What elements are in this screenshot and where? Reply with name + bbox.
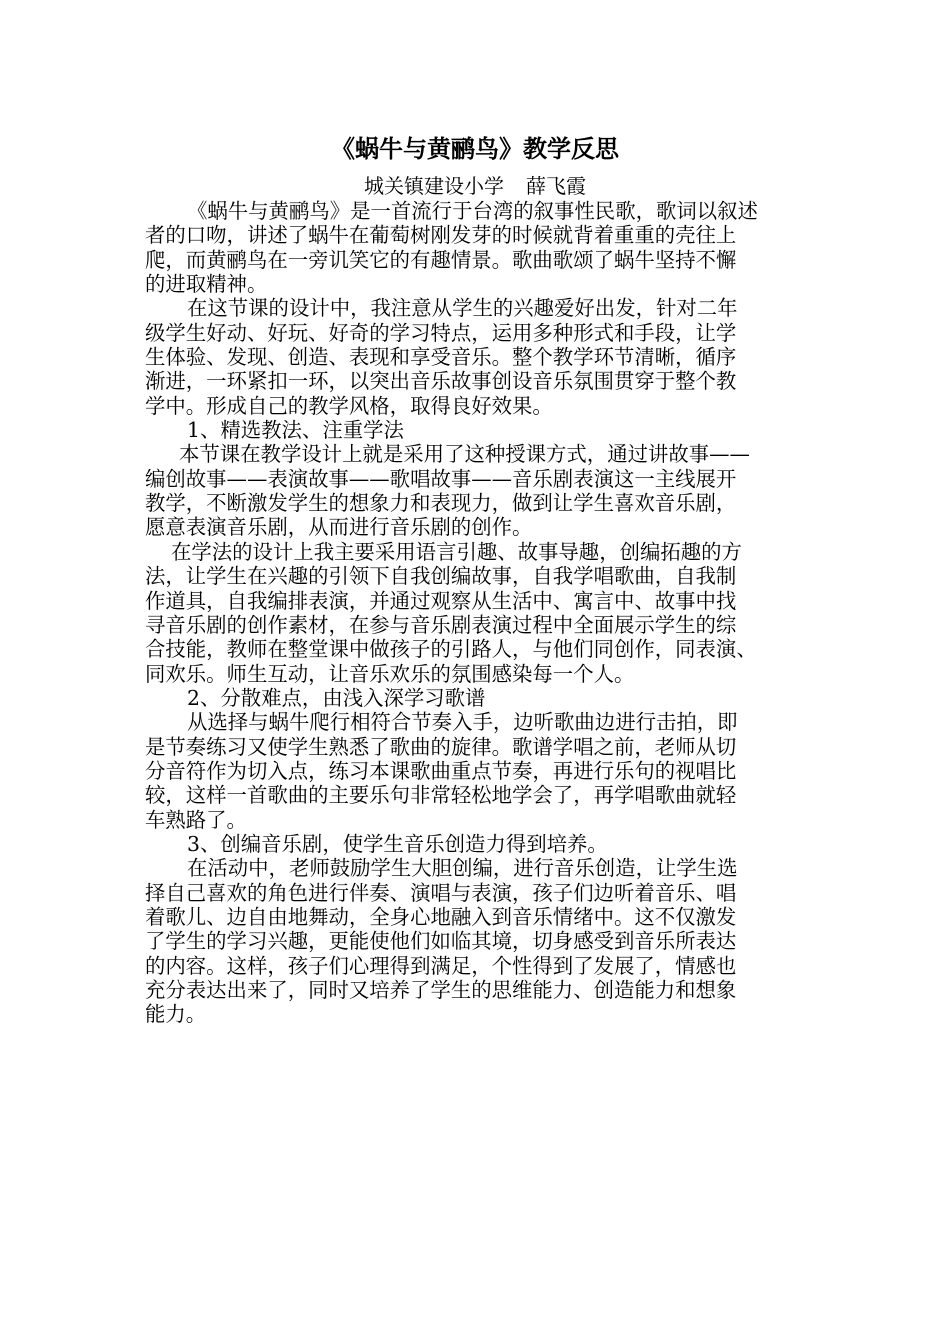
body-line: 生体验、发现、创造、表现和享受音乐。整个教学环节清晰，循序 xyxy=(145,345,737,370)
body-line: 者的口吻，讲述了蜗牛在葡萄树刚发芽的时候就背着重重的壳往上 xyxy=(145,223,737,248)
body-line: 《蜗牛与黄鹂鸟》是一首流行于台湾的叙事性民歌，歌词以叙述 xyxy=(187,199,758,223)
body-line: 作道具，自我编排表演，并通过观察从生活中、寓言中、故事中找 xyxy=(145,588,737,613)
body-line: 同欢乐。师生互动，让音乐欢乐的氛围感染每一个人。 xyxy=(145,661,635,686)
body-line: 在学法的设计上我主要采用语言引趣、故事导趣，创编拓趣的方 xyxy=(171,539,742,564)
body-line: 本节课在教学设计上就是采用了这种授课方式，通过讲故事—— xyxy=(179,442,750,467)
author-name: 薛飞霞 xyxy=(526,174,586,198)
body-line: 寻音乐剧的创作素材，在参与音乐剧表演过程中全面展示学生的综 xyxy=(145,612,737,637)
body-line: 车熟路了。 xyxy=(145,807,247,832)
body-line: 分音符作为切入点，练习本课歌曲重点节奏，再进行乐句的视唱比 xyxy=(145,758,737,783)
body-line: 3、创编音乐剧，使学生音乐创造力得到培养。 xyxy=(187,831,608,856)
document-title: 《蜗牛与黄鹂鸟》教学反思 xyxy=(331,134,619,163)
body-line: 2、分散难点，由浅入深学习歌谱 xyxy=(187,685,486,710)
body-line: 1、精选教法、注重学法 xyxy=(187,418,404,443)
body-line: 学中。形成自己的教学风格，取得良好效果。 xyxy=(145,393,553,418)
author-line xyxy=(0,174,950,198)
body-line: 级学生好动、好玩、好奇的学习特点，运用多种形式和手段，让学 xyxy=(145,320,737,345)
body-line: 着歌儿、边自由地舞动，全身心地融入到音乐情绪中。这不仅激发 xyxy=(145,904,737,929)
body-line: 择自己喜欢的角色进行伴奏、演唱与表演，孩子们边听着音乐、唱 xyxy=(145,880,737,905)
body-line: 是节奏练习又使学生熟悉了歌曲的旋律。歌谱学唱之前，老师从切 xyxy=(145,734,737,759)
body-line: 能力。 xyxy=(145,1002,207,1027)
body-line: 编创故事——表演故事——歌唱故事——音乐剧表演这一主线展开 xyxy=(145,466,737,491)
body-line: 法，让学生在兴趣的引领下自我创编故事，自我学唱歌曲，自我制 xyxy=(145,564,737,589)
body-line: 愿意表演音乐剧，从而进行音乐剧的创作。 xyxy=(145,515,533,540)
body-line: 教学，不断激发学生的想象力和表现力，做到让学生喜欢音乐剧， xyxy=(145,491,737,516)
body-line: 在这节课的设计中，我注意从学生的兴趣爱好出发，针对二年 xyxy=(187,296,738,321)
body-line: 爬，而黄鹂鸟在一旁讥笑它的有趣情景。歌曲歌颂了蜗牛坚持不懈 xyxy=(145,247,737,272)
body-line: 的进取精神。 xyxy=(145,272,268,297)
body-line: 了学生的学习兴趣，更能使他们如临其境，切身感受到音乐所表达 xyxy=(145,929,737,954)
body-line: 合技能，教师在整堂课中做孩子的引路人，与他们同创作，同表演、 xyxy=(145,637,757,662)
body-line: 充分表达出来了，同时又培养了学生的思维能力、创造能力和想象 xyxy=(145,978,737,1002)
body-line: 较，这样一首歌曲的主要乐句非常轻松地学会了，再学唱歌曲就轻 xyxy=(145,783,737,808)
document-body xyxy=(145,199,807,1027)
body-line: 从选择与蜗牛爬行相符合节奏入手，边听歌曲边进行击拍，即 xyxy=(187,710,738,735)
body-line: 在活动中，老师鼓励学生大胆创编，进行音乐创造，让学生选 xyxy=(187,856,738,881)
school-name: 城关镇建设小学 xyxy=(364,174,504,198)
body-line: 渐进，一环紧扣一环，以突出音乐故事创设音乐氛围贯穿于整个教 xyxy=(145,369,737,394)
body-line: 的内容。这样，孩子们心理得到满足，个性得到了发展了，情感也 xyxy=(145,953,737,978)
